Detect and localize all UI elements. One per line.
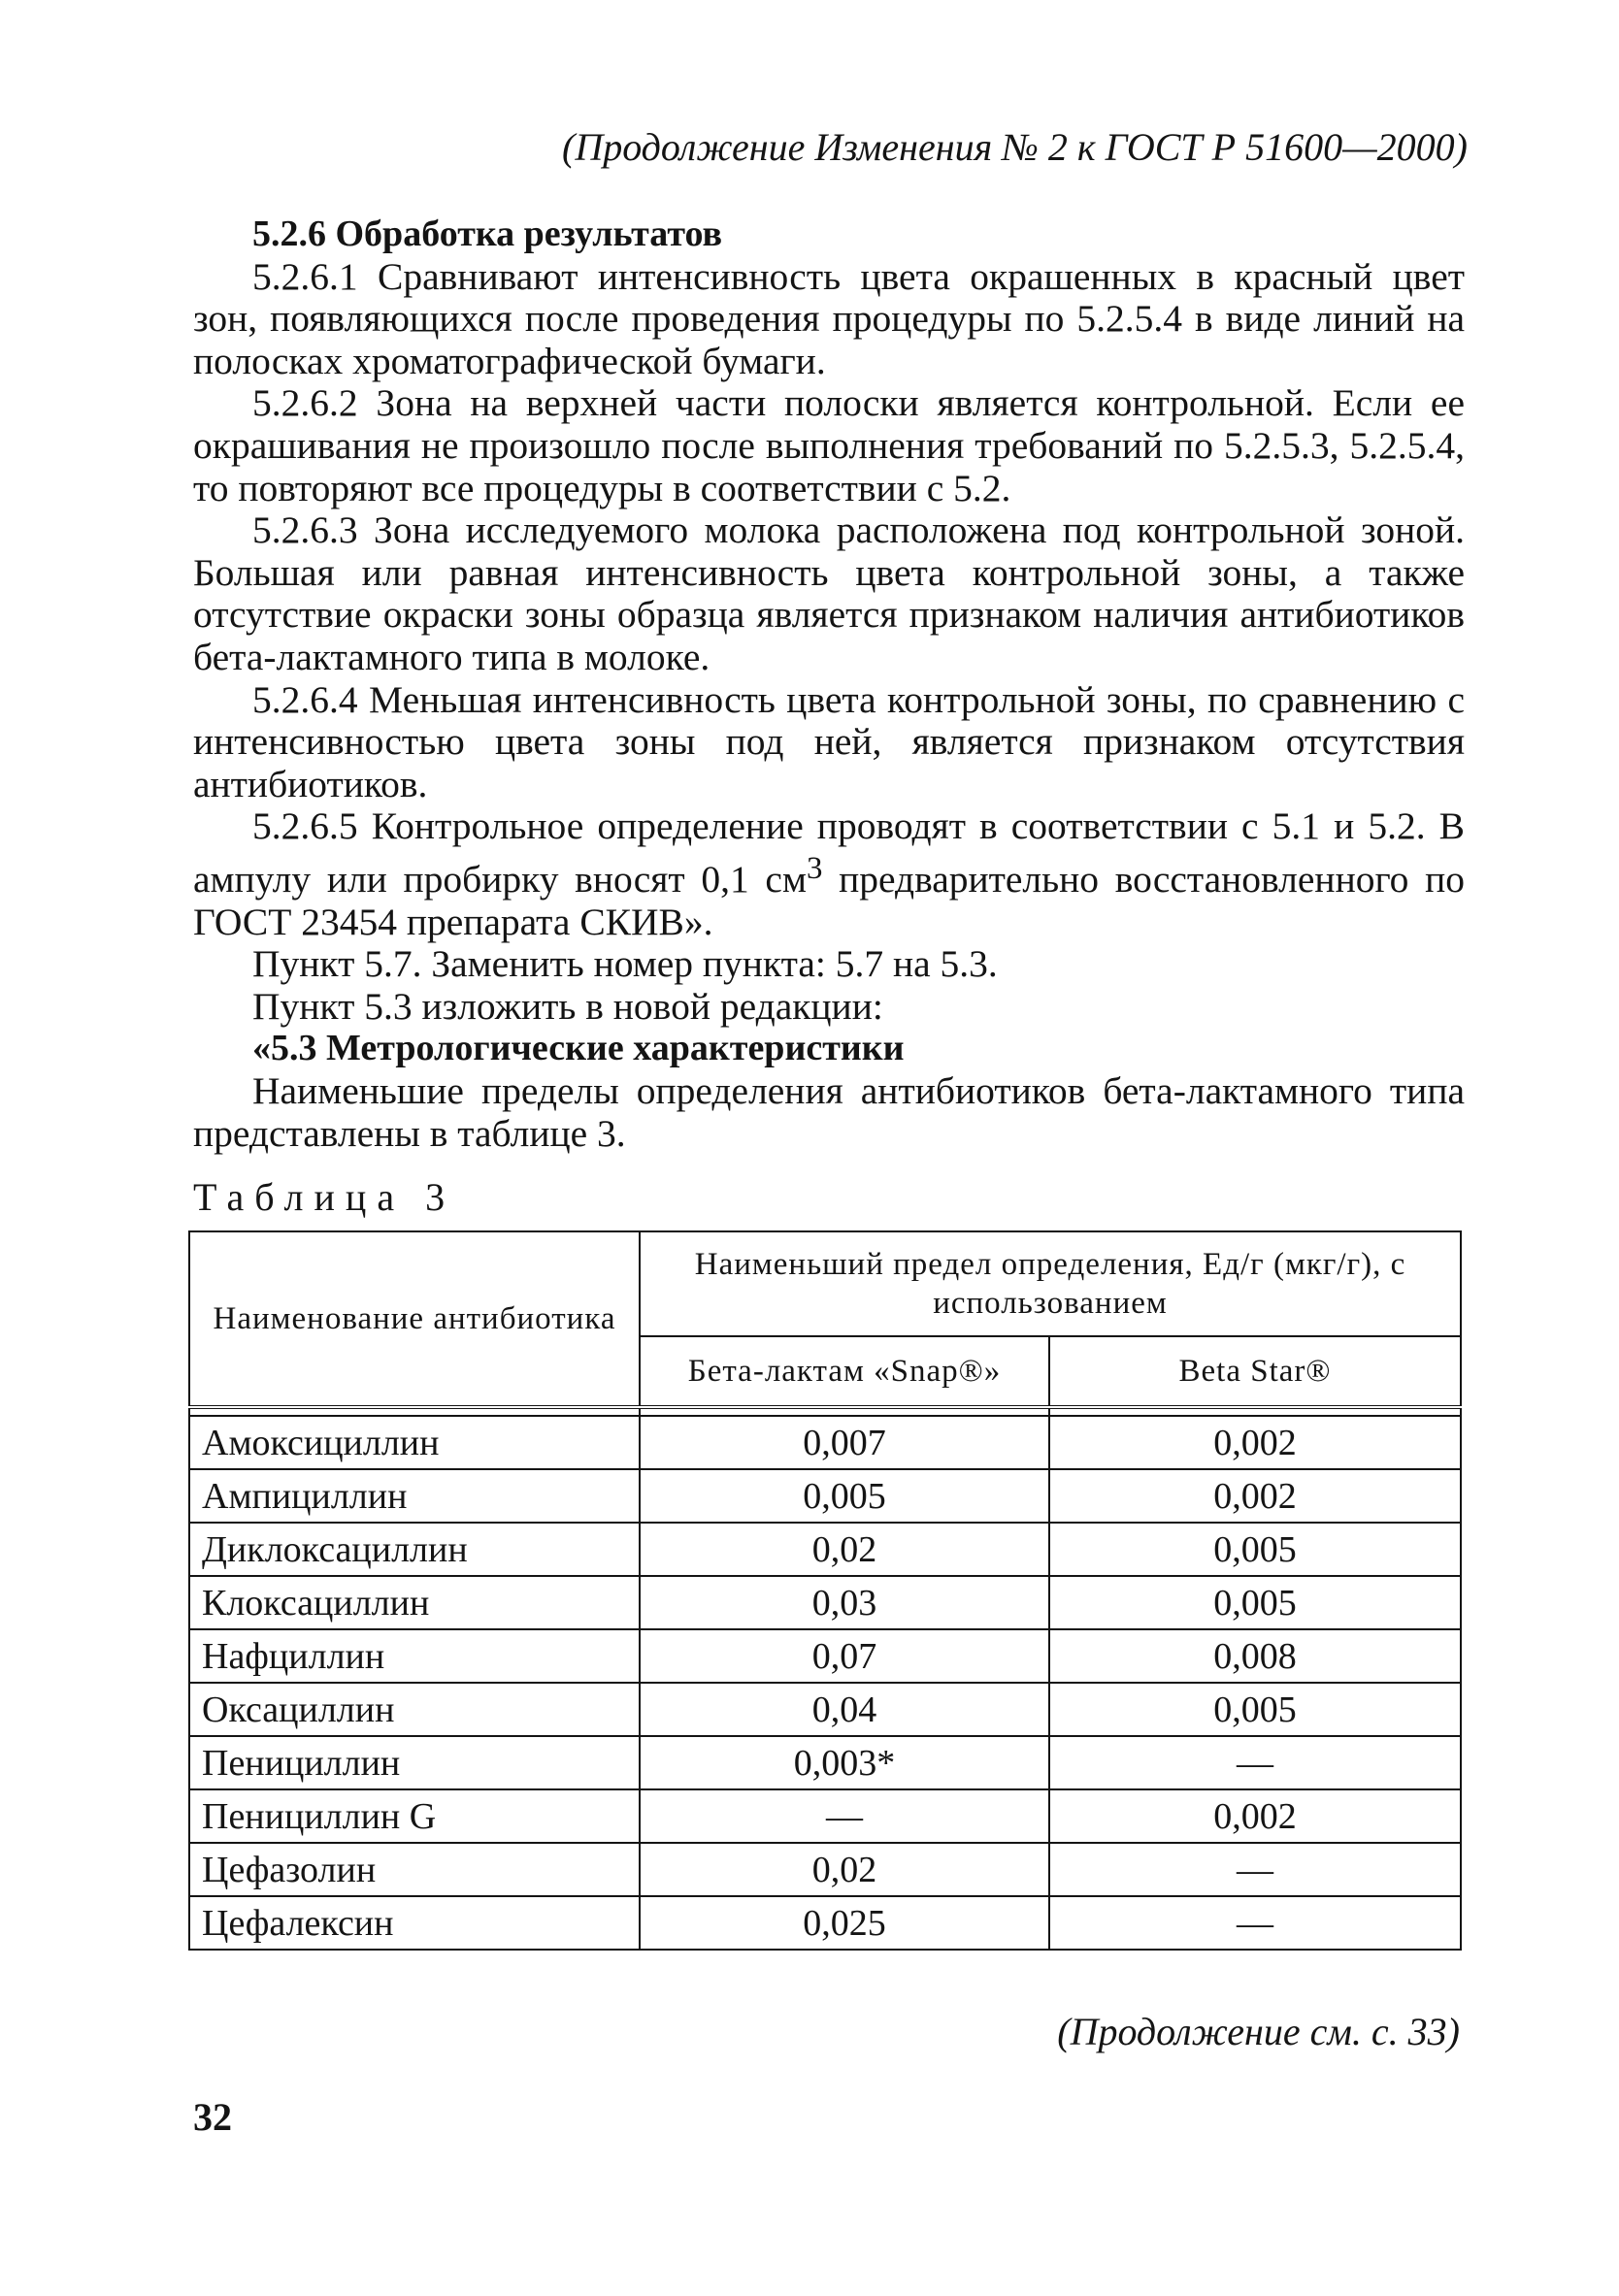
beta-star-value: 0,008 [1049,1629,1461,1683]
antibiotic-name: Диклоксациллин [189,1523,640,1576]
table-row [189,1683,1461,1736]
superscript-3: 3 [806,850,823,886]
antibiotic-name: Пенициллин [189,1736,640,1789]
snap-value: 0,02 [640,1843,1049,1896]
snap-value: — [640,1789,1049,1843]
detection-limits-table [188,1230,1462,1951]
beta-star-value: — [1049,1896,1461,1950]
beta-star-value: 0,002 [1049,1469,1461,1523]
header-separator [189,1407,1461,1416]
beta-star-value: — [1049,1736,1461,1789]
antibiotic-name: Цефазолин [189,1843,640,1896]
antibiotic-name: Нафциллин [189,1629,640,1683]
continuation-note: (Продолжение см. с. 33) [1057,2010,1460,2053]
snap-value: 0,003* [640,1736,1049,1789]
snap-value: 0,025 [640,1896,1049,1950]
paragraph-5-2-6-2: 5.2.6.2 Зона на верхней части полоски является контрольной. Если ее окрашивания не произошло после выполнения требований по 5.2.5.3, 5.2.5.4, то повторяют все процедуры в соответствии с 5.2. [193,381,1465,509]
table-row [189,1843,1461,1896]
body-text [193,213,1465,1155]
beta-star-value: — [1049,1843,1461,1896]
snap-value: 0,04 [640,1683,1049,1736]
header-antibiotic-name: Наименование антибиотика [189,1231,640,1407]
running-head: (Продолжение Изменения № 2 к ГОСТ Р 51600—2000) [562,125,1468,169]
table-row [189,1629,1461,1683]
beta-star-value: 0,005 [1049,1523,1461,1576]
table-caption: Таблица 3 [193,1175,456,1219]
paragraph-5-2-6-5-part2: предварительно восстановленного по ГОСТ 23454 препарата СКИВ». [193,858,1465,943]
antibiotic-name: Оксациллин [189,1683,640,1736]
paragraph-5-2-6-3: 5.2.6.3 Зона исследуемого молока расположена под контрольной зоной. Большая или равная интенсивность цвета контрольной зоны, а также отсутствие окраски зоны образца является признаком наличия антибиотиков бета-лактамного типа в молоке. [193,508,1465,678]
header-beta-star: Beta Star® [1049,1336,1461,1407]
table-intro: Наименьшие пределы определения антибиотиков бета-лактамного типа представлены в таблице 3. [193,1069,1465,1155]
section-heading: 5.2.6 Обработка результатов [252,213,723,254]
beta-star-value: 0,005 [1049,1576,1461,1629]
table-row [189,1736,1461,1789]
paragraph-5-2-6-4: 5.2.6.4 Меньшая интенсивность цвета контрольной зоны, по сравнению с интенсивностью цвета зоны под ней, является признаком отсутствия антибиотиков. [193,677,1465,805]
antibiotic-name: Амоксициллин [189,1416,640,1469]
instruction-renumber: Пункт 5.7. Заменить номер пункта: 5.7 на 5.3. [252,942,998,986]
beta-star-value: 0,002 [1049,1416,1461,1469]
snap-value: 0,07 [640,1629,1049,1683]
beta-star-value: 0,005 [1049,1683,1461,1736]
table-row [189,1469,1461,1523]
antibiotic-name: Ампициллин [189,1469,640,1523]
paragraph-5-2-6-1: 5.2.6.1 Сравнивают интенсивность цвета окрашенных в красный цвет зон, появляющихся после проведения процедуры по 5.2.5.4 в виде линий на полосках хроматографической бумаги. [193,254,1465,382]
header-snap: Бета-лактам «Snap®» [640,1336,1049,1407]
snap-value: 0,03 [640,1576,1049,1629]
instruction-new-edition: Пункт 5.3 изложить в новой редакции: [252,984,883,1028]
table-row [189,1523,1461,1576]
paragraph-5-2-6-5 [193,805,1465,943]
antibiotic-name: Цефалексин [189,1896,640,1950]
snap-value: 0,02 [640,1523,1049,1576]
beta-star-value: 0,002 [1049,1789,1461,1843]
metrology-heading: «5.3 Метрологические характеристики [252,1028,905,1069]
table-row [189,1576,1461,1629]
table-row [189,1896,1461,1950]
table-row [189,1416,1461,1469]
page-number: 32 [193,2095,232,2139]
antibiotic-name: Пенициллин G [189,1789,640,1843]
header-detection-limit: Наименьший предел определения, Ед/г (мкг/г), с использованием [640,1231,1461,1336]
paragraph-5-2-6-5-part1: 5.2.6.5 Контрольное определение проводят в соответствии с 5.1 и 5.2. В ампулу или пробирку вносят 0,1 см [193,804,1465,902]
antibiotic-name: Клоксациллин [189,1576,640,1629]
table-row [189,1789,1461,1843]
snap-value: 0,005 [640,1469,1049,1523]
snap-value: 0,007 [640,1416,1049,1469]
